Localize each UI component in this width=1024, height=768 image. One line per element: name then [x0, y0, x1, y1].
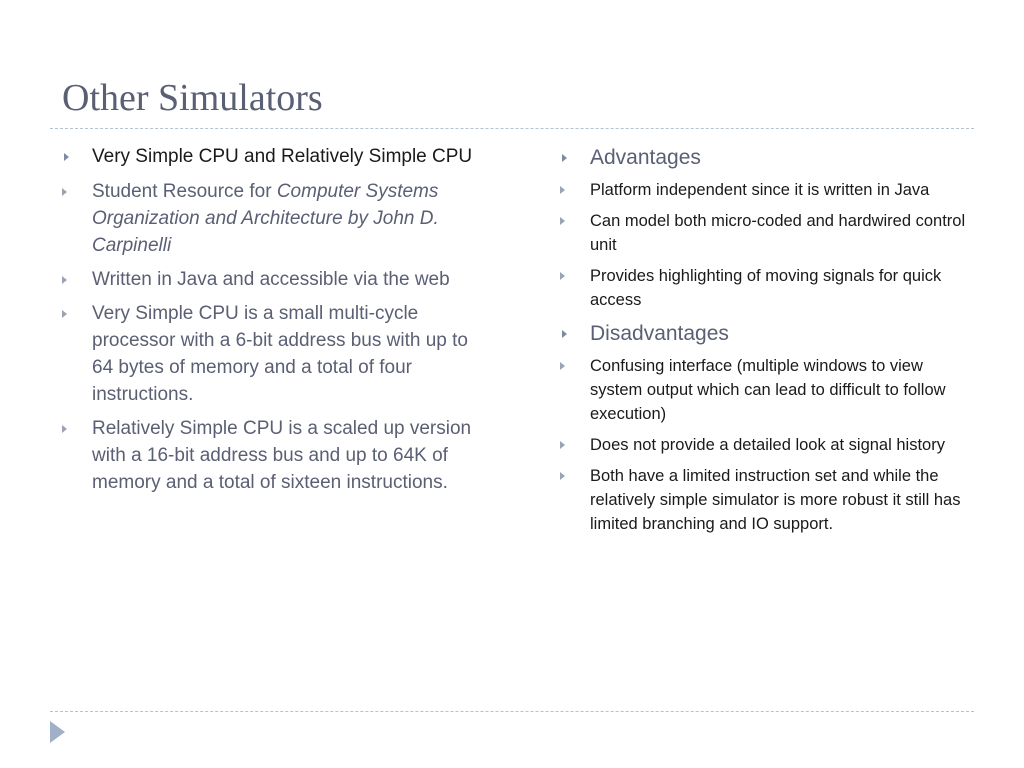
list-item [560, 264, 970, 312]
advantages-label: Advantages [590, 146, 701, 169]
bullet-icon [560, 472, 565, 480]
bullet-icon [562, 154, 567, 162]
advantages-list-wrapper [560, 178, 970, 312]
main-heading: Very Simple CPU and Relatively Simple CPU [92, 146, 473, 167]
bullet-icon [560, 217, 565, 225]
list-item [62, 266, 494, 293]
disadvantages-heading [560, 320, 970, 348]
bullet-icon [62, 425, 67, 433]
bullet-icon [562, 330, 567, 338]
bullet-icon [64, 153, 69, 161]
bullet-icon [560, 186, 565, 194]
left-bullet-list [62, 144, 494, 496]
right-bullet-list [560, 144, 970, 536]
list-item [560, 178, 970, 202]
item-text: Written in Java and accessible via the web [92, 269, 450, 290]
book-title: Computer Systems Organization and Architecture by John D. Carpinelli [92, 181, 439, 256]
sub-list-wrapper [62, 178, 494, 496]
top-divider [50, 128, 974, 129]
bottom-divider [50, 711, 974, 712]
disadvantages-list [560, 354, 970, 536]
item-text: Very Simple CPU is a small multi-cycle processor with a 6-bit address bus with up to 64 bytes of memory and a total of four instructions. [92, 303, 468, 405]
list-item [62, 415, 494, 496]
bullet-icon [62, 310, 67, 318]
item-text: Confusing interface (multiple windows to view system output which can lead to difficult to follow execution) [590, 357, 946, 423]
list-item [560, 464, 970, 536]
advantages-list [560, 178, 970, 312]
slide-title: Other Simulators [62, 77, 323, 119]
advantages-heading [560, 144, 970, 172]
disadvantages-list-wrapper [560, 354, 970, 536]
item-text: Relatively Simple CPU is a scaled up version with a 16-bit address bus and up to 64K of memory and a total of sixteen instructions. [92, 418, 472, 493]
item-text: Platform independent since it is written in Java [590, 181, 930, 199]
bullet-icon [560, 441, 565, 449]
item-text: Both have a limited instruction set and while the relatively simple simulator is more robust it still has limited branching and IO support. [590, 467, 961, 533]
bullet-icon [62, 276, 67, 284]
disadvantages-label: Disadvantages [590, 322, 729, 345]
list-item [560, 354, 970, 426]
list-item [560, 433, 970, 457]
list-item [62, 300, 494, 408]
list-item [62, 178, 494, 259]
list-item-main [62, 144, 494, 170]
item-text: Provides highlighting of moving signals for quick access [590, 267, 942, 309]
bullet-icon [62, 188, 67, 196]
bullet-icon [560, 272, 565, 280]
left-column [62, 144, 494, 503]
bullet-icon [560, 362, 565, 370]
item-prefix: Student Resource for [92, 181, 277, 202]
item-text: Does not provide a detailed look at signal history [590, 436, 945, 454]
item-text: Can model both micro-coded and hardwired control unit [590, 212, 966, 254]
left-sub-list [62, 178, 494, 496]
list-item [560, 209, 970, 257]
play-arrow-icon[interactable] [50, 721, 65, 743]
right-column [560, 144, 970, 544]
